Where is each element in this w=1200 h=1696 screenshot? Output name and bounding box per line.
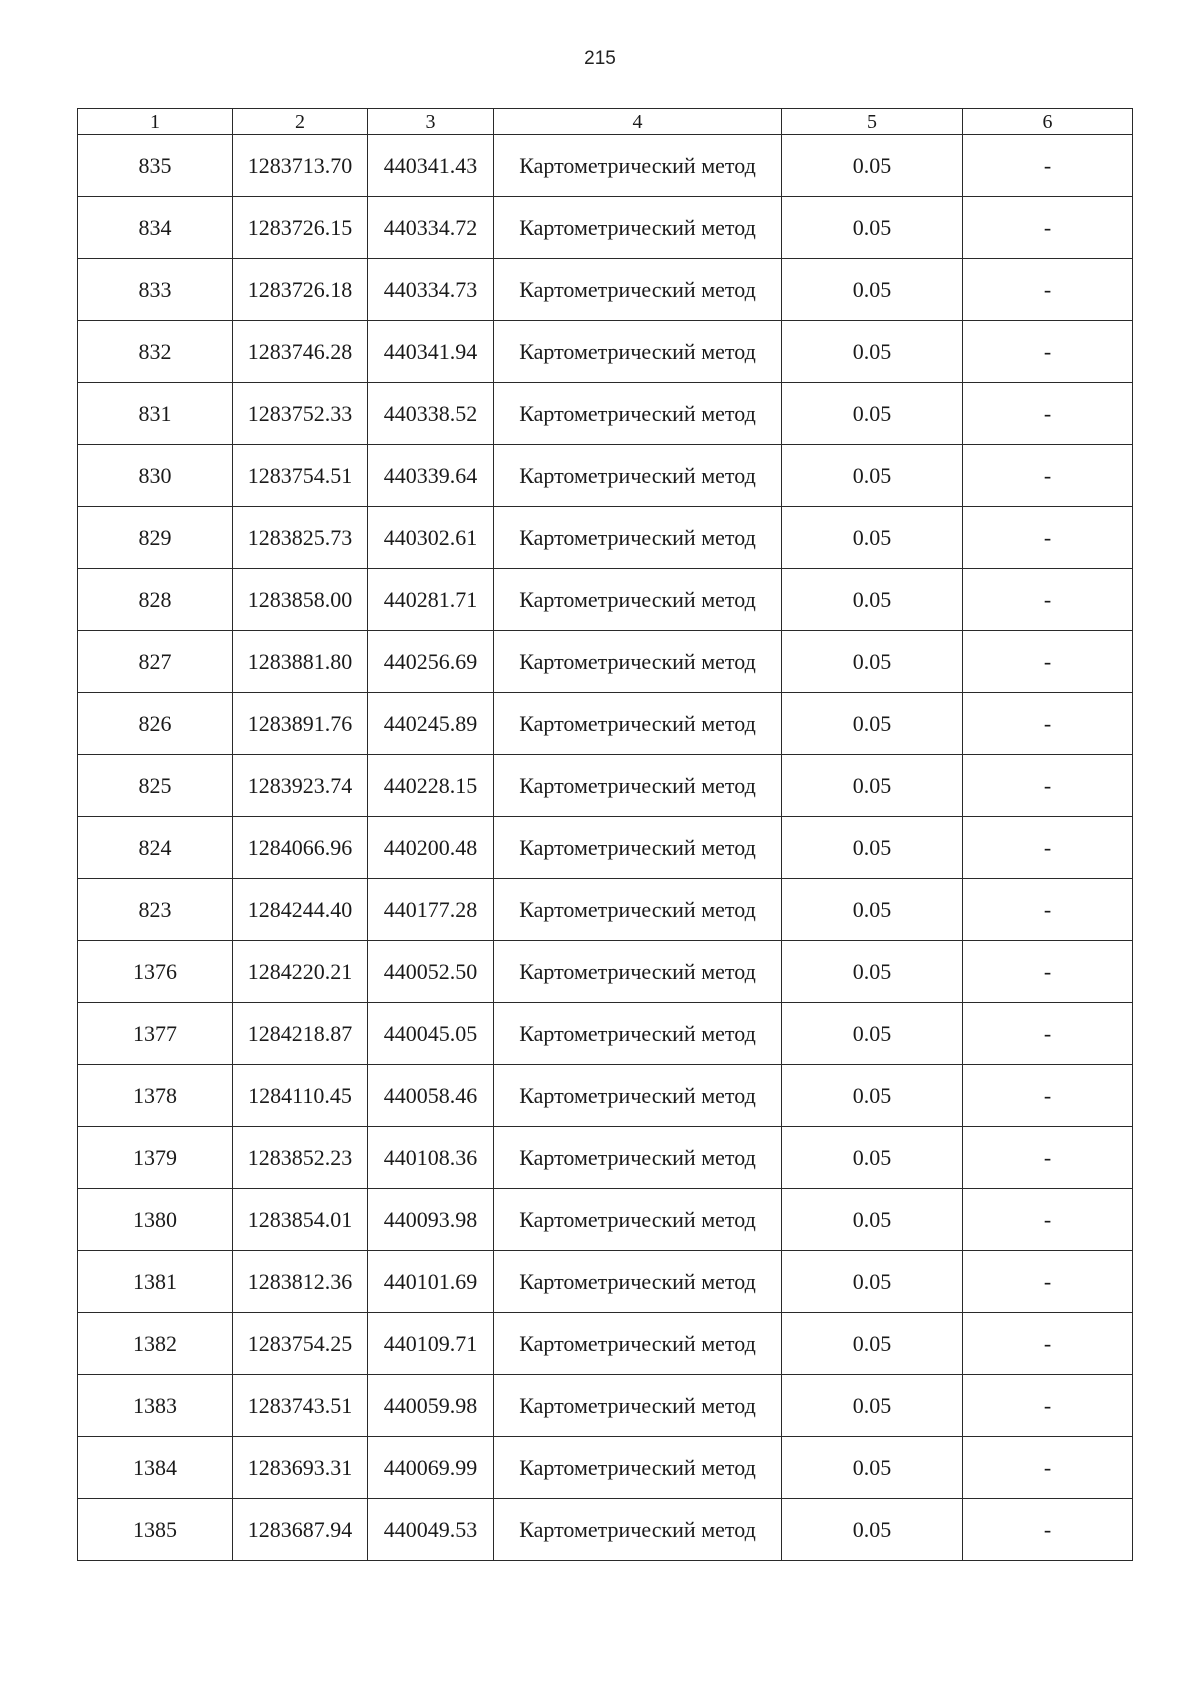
note-cell: - xyxy=(963,445,1133,507)
y-coordinate-cell: 440339.64 xyxy=(368,445,494,507)
point-number-cell: 1381 xyxy=(78,1251,233,1313)
accuracy-cell: 0.05 xyxy=(782,383,963,445)
x-coordinate-cell: 1283754.51 xyxy=(233,445,368,507)
point-number-cell: 1378 xyxy=(78,1065,233,1127)
point-number-cell: 835 xyxy=(78,135,233,197)
note-cell: - xyxy=(963,693,1133,755)
table-row xyxy=(78,1127,1133,1189)
method-cell: Картометрический метод xyxy=(494,259,782,321)
accuracy-cell: 0.05 xyxy=(782,817,963,879)
x-coordinate-cell: 1284066.96 xyxy=(233,817,368,879)
point-number-cell: 1385 xyxy=(78,1499,233,1561)
method-cell: Картометрический метод xyxy=(494,755,782,817)
x-coordinate-cell: 1283854.01 xyxy=(233,1189,368,1251)
note-cell: - xyxy=(963,941,1133,1003)
note-cell: - xyxy=(963,1189,1133,1251)
table-body xyxy=(78,135,1133,1561)
point-number-cell: 1377 xyxy=(78,1003,233,1065)
accuracy-cell: 0.05 xyxy=(782,1437,963,1499)
table-row xyxy=(78,135,1133,197)
page-number: 215 xyxy=(584,48,616,69)
column-header-4: 4 xyxy=(494,109,782,135)
accuracy-cell: 0.05 xyxy=(782,321,963,383)
column-header-5: 5 xyxy=(782,109,963,135)
method-cell: Картометрический метод xyxy=(494,941,782,1003)
table-row xyxy=(78,1437,1133,1499)
x-coordinate-cell: 1283693.31 xyxy=(233,1437,368,1499)
point-number-cell: 827 xyxy=(78,631,233,693)
note-cell: - xyxy=(963,879,1133,941)
point-number-cell: 825 xyxy=(78,755,233,817)
method-cell: Картометрический метод xyxy=(494,693,782,755)
method-cell: Картометрический метод xyxy=(494,1251,782,1313)
table-row xyxy=(78,1375,1133,1437)
accuracy-cell: 0.05 xyxy=(782,941,963,1003)
point-number-cell: 1379 xyxy=(78,1127,233,1189)
method-cell: Картометрический метод xyxy=(494,1499,782,1561)
note-cell: - xyxy=(963,755,1133,817)
column-header-6: 6 xyxy=(963,109,1133,135)
note-cell: - xyxy=(963,197,1133,259)
note-cell: - xyxy=(963,569,1133,631)
note-cell: - xyxy=(963,817,1133,879)
y-coordinate-cell: 440256.69 xyxy=(368,631,494,693)
note-cell: - xyxy=(963,1313,1133,1375)
accuracy-cell: 0.05 xyxy=(782,1189,963,1251)
method-cell: Картометрический метод xyxy=(494,321,782,383)
method-cell: Картометрический метод xyxy=(494,1189,782,1251)
x-coordinate-cell: 1283923.74 xyxy=(233,755,368,817)
x-coordinate-cell: 1283713.70 xyxy=(233,135,368,197)
method-cell: Картометрический метод xyxy=(494,631,782,693)
x-coordinate-cell: 1283687.94 xyxy=(233,1499,368,1561)
method-cell: Картометрический метод xyxy=(494,383,782,445)
note-cell: - xyxy=(963,383,1133,445)
table-row xyxy=(78,631,1133,693)
note-cell: - xyxy=(963,259,1133,321)
accuracy-cell: 0.05 xyxy=(782,569,963,631)
x-coordinate-cell: 1283746.28 xyxy=(233,321,368,383)
accuracy-cell: 0.05 xyxy=(782,1499,963,1561)
y-coordinate-cell: 440059.98 xyxy=(368,1375,494,1437)
table-row xyxy=(78,1499,1133,1561)
accuracy-cell: 0.05 xyxy=(782,1313,963,1375)
x-coordinate-cell: 1283812.36 xyxy=(233,1251,368,1313)
x-coordinate-cell: 1283743.51 xyxy=(233,1375,368,1437)
note-cell: - xyxy=(963,1499,1133,1561)
table-row xyxy=(78,445,1133,507)
table-row xyxy=(78,755,1133,817)
y-coordinate-cell: 440093.98 xyxy=(368,1189,494,1251)
x-coordinate-cell: 1283752.33 xyxy=(233,383,368,445)
table-row xyxy=(78,1003,1133,1065)
point-number-cell: 831 xyxy=(78,383,233,445)
y-coordinate-cell: 440302.61 xyxy=(368,507,494,569)
method-cell: Картометрический метод xyxy=(494,445,782,507)
table-row xyxy=(78,507,1133,569)
y-coordinate-cell: 440052.50 xyxy=(368,941,494,1003)
table-row xyxy=(78,1189,1133,1251)
y-coordinate-cell: 440109.71 xyxy=(368,1313,494,1375)
table-header xyxy=(78,109,1133,135)
y-coordinate-cell: 440334.73 xyxy=(368,259,494,321)
method-cell: Картометрический метод xyxy=(494,507,782,569)
table-row xyxy=(78,259,1133,321)
accuracy-cell: 0.05 xyxy=(782,445,963,507)
accuracy-cell: 0.05 xyxy=(782,1375,963,1437)
point-number-cell: 1380 xyxy=(78,1189,233,1251)
table-row xyxy=(78,321,1133,383)
accuracy-cell: 0.05 xyxy=(782,631,963,693)
x-coordinate-cell: 1283726.18 xyxy=(233,259,368,321)
method-cell: Картометрический метод xyxy=(494,1127,782,1189)
y-coordinate-cell: 440177.28 xyxy=(368,879,494,941)
column-header-2: 2 xyxy=(233,109,368,135)
x-coordinate-cell: 1283858.00 xyxy=(233,569,368,631)
accuracy-cell: 0.05 xyxy=(782,693,963,755)
accuracy-cell: 0.05 xyxy=(782,1065,963,1127)
table-row xyxy=(78,941,1133,1003)
note-cell: - xyxy=(963,507,1133,569)
y-coordinate-cell: 440341.94 xyxy=(368,321,494,383)
y-coordinate-cell: 440045.05 xyxy=(368,1003,494,1065)
accuracy-cell: 0.05 xyxy=(782,1127,963,1189)
note-cell: - xyxy=(963,1375,1133,1437)
table-row xyxy=(78,569,1133,631)
x-coordinate-cell: 1283754.25 xyxy=(233,1313,368,1375)
method-cell: Картометрический метод xyxy=(494,879,782,941)
table-row xyxy=(78,1065,1133,1127)
point-number-cell: 829 xyxy=(78,507,233,569)
point-number-cell: 1384 xyxy=(78,1437,233,1499)
accuracy-cell: 0.05 xyxy=(782,755,963,817)
table-row xyxy=(78,197,1133,259)
table-row xyxy=(78,1313,1133,1375)
note-cell: - xyxy=(963,631,1133,693)
x-coordinate-cell: 1283852.23 xyxy=(233,1127,368,1189)
point-number-cell: 824 xyxy=(78,817,233,879)
note-cell: - xyxy=(963,1251,1133,1313)
y-coordinate-cell: 440108.36 xyxy=(368,1127,494,1189)
x-coordinate-cell: 1284220.21 xyxy=(233,941,368,1003)
y-coordinate-cell: 440049.53 xyxy=(368,1499,494,1561)
method-cell: Картометрический метод xyxy=(494,197,782,259)
x-coordinate-cell: 1283726.15 xyxy=(233,197,368,259)
note-cell: - xyxy=(963,135,1133,197)
accuracy-cell: 0.05 xyxy=(782,507,963,569)
method-cell: Картометрический метод xyxy=(494,1003,782,1065)
accuracy-cell: 0.05 xyxy=(782,1003,963,1065)
point-number-cell: 832 xyxy=(78,321,233,383)
column-header-1: 1 xyxy=(78,109,233,135)
y-coordinate-cell: 440069.99 xyxy=(368,1437,494,1499)
method-cell: Картометрический метод xyxy=(494,135,782,197)
note-cell: - xyxy=(963,1437,1133,1499)
table-row xyxy=(78,879,1133,941)
method-cell: Картометрический метод xyxy=(494,817,782,879)
x-coordinate-cell: 1284110.45 xyxy=(233,1065,368,1127)
method-cell: Картометрический метод xyxy=(494,569,782,631)
y-coordinate-cell: 440228.15 xyxy=(368,755,494,817)
x-coordinate-cell: 1284218.87 xyxy=(233,1003,368,1065)
note-cell: - xyxy=(963,1127,1133,1189)
point-number-cell: 828 xyxy=(78,569,233,631)
table-row xyxy=(78,1251,1133,1313)
method-cell: Картометрический метод xyxy=(494,1065,782,1127)
point-number-cell: 823 xyxy=(78,879,233,941)
accuracy-cell: 0.05 xyxy=(782,259,963,321)
header-row xyxy=(78,109,1133,135)
accuracy-cell: 0.05 xyxy=(782,879,963,941)
coordinates-table xyxy=(77,108,1133,1561)
point-number-cell: 833 xyxy=(78,259,233,321)
x-coordinate-cell: 1283825.73 xyxy=(233,507,368,569)
accuracy-cell: 0.05 xyxy=(782,135,963,197)
note-cell: - xyxy=(963,1003,1133,1065)
point-number-cell: 1376 xyxy=(78,941,233,1003)
note-cell: - xyxy=(963,321,1133,383)
y-coordinate-cell: 440245.89 xyxy=(368,693,494,755)
y-coordinate-cell: 440101.69 xyxy=(368,1251,494,1313)
accuracy-cell: 0.05 xyxy=(782,197,963,259)
accuracy-cell: 0.05 xyxy=(782,1251,963,1313)
table-row xyxy=(78,383,1133,445)
x-coordinate-cell: 1283891.76 xyxy=(233,693,368,755)
note-cell: - xyxy=(963,1065,1133,1127)
y-coordinate-cell: 440058.46 xyxy=(368,1065,494,1127)
column-header-3: 3 xyxy=(368,109,494,135)
point-number-cell: 826 xyxy=(78,693,233,755)
y-coordinate-cell: 440338.52 xyxy=(368,383,494,445)
y-coordinate-cell: 440281.71 xyxy=(368,569,494,631)
method-cell: Картометрический метод xyxy=(494,1375,782,1437)
y-coordinate-cell: 440334.72 xyxy=(368,197,494,259)
point-number-cell: 830 xyxy=(78,445,233,507)
x-coordinate-cell: 1283881.80 xyxy=(233,631,368,693)
table-row xyxy=(78,817,1133,879)
method-cell: Картометрический метод xyxy=(494,1313,782,1375)
y-coordinate-cell: 440341.43 xyxy=(368,135,494,197)
table-row xyxy=(78,693,1133,755)
point-number-cell: 1383 xyxy=(78,1375,233,1437)
x-coordinate-cell: 1284244.40 xyxy=(233,879,368,941)
point-number-cell: 834 xyxy=(78,197,233,259)
method-cell: Картометрический метод xyxy=(494,1437,782,1499)
point-number-cell: 1382 xyxy=(78,1313,233,1375)
y-coordinate-cell: 440200.48 xyxy=(368,817,494,879)
